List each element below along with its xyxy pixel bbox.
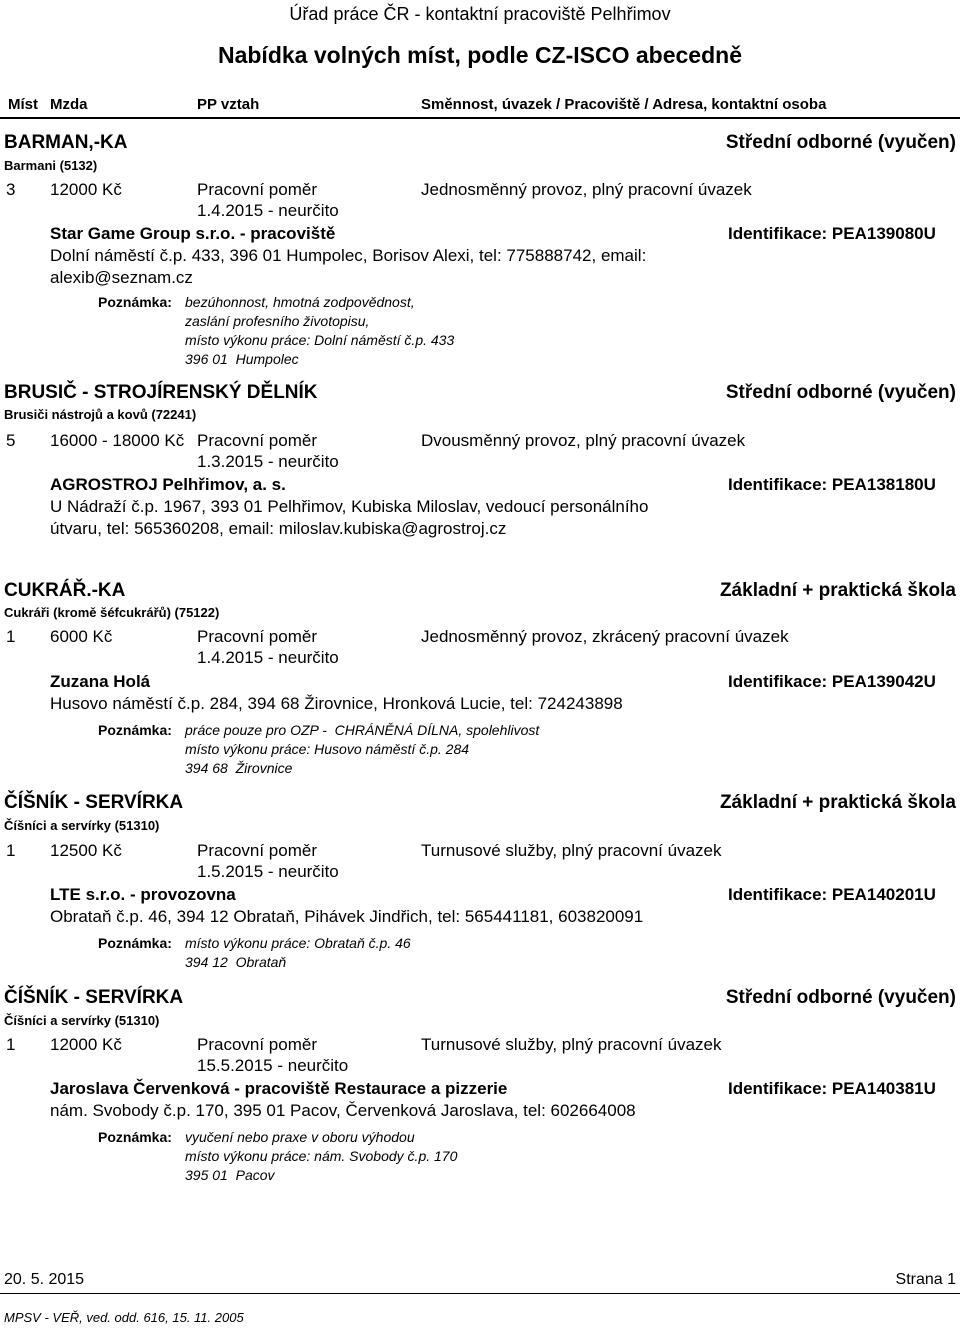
employment-period: 1.4.2015 - neurčito <box>197 648 339 667</box>
employment-period: 1.5.2015 - neurčito <box>197 862 339 881</box>
shift-type: Turnusové služby, plný pracovní úvazek <box>421 1035 722 1054</box>
isco-category: Brusiči nástrojů a kovů (72241) <box>4 407 197 422</box>
office-title: Úřad práce ČR - kontaktní pracoviště Pelhřimov <box>289 4 671 24</box>
wage: 12000 Kč <box>50 1035 122 1054</box>
job-identifier: Identifikace: PEA139042U <box>728 672 936 691</box>
shift-type: Dvousměnný provoz, plný pracovní úvazek <box>421 431 746 450</box>
employer-name: LTE s.r.o. - provozovna <box>50 885 236 904</box>
employment-type: Pracovní poměr <box>197 180 317 199</box>
positions-count: 1 <box>6 1035 16 1054</box>
note-label: Poznámka: <box>98 294 172 310</box>
note-text: místo výkonu práce: Obrataň č.p. 46 394 12 Obrataň <box>185 935 411 970</box>
footer-date: 20. 5. 2015 <box>4 1271 85 1288</box>
wage: 12500 Kč <box>50 841 122 860</box>
shift-type: Turnusové služby, plný pracovní úvazek <box>421 841 722 860</box>
education-level: Základní + praktická škola <box>719 792 956 813</box>
col-smennost: Směnnost, úvazek / Pracoviště / Adresa, kontaktní osoba <box>421 96 827 113</box>
footer-page-number: Strana 1 <box>895 1271 956 1288</box>
employment-period: 15.5.2015 - neurčito <box>197 1056 349 1075</box>
occupation-title: BRUSIČ - STROJÍRENSKÝ DĚLNÍK <box>4 382 318 403</box>
shift-type: Jednosměnný provoz, plný pracovní úvazek <box>421 180 752 199</box>
occupation-title: ČÍŠNÍK - SERVÍRKA <box>4 987 184 1008</box>
employer-address: Husovo náměstí č.p. 284, 394 68 Žirovnice, Hronková Lucie, tel: 724243898 <box>50 694 623 713</box>
col-pp-vztah: PP vztah <box>197 96 260 113</box>
col-mist: Míst <box>8 96 38 113</box>
employment-type: Pracovní poměr <box>197 841 317 860</box>
isco-category: Barmani (5132) <box>4 158 98 173</box>
shift-type: Jednosměnný provoz, zkrácený pracovní úvazek <box>421 627 789 646</box>
occupation-title: CUKRÁŘ.-KA <box>4 580 126 601</box>
employment-type: Pracovní poměr <box>197 627 317 646</box>
isco-category: Číšníci a servírky (51310) <box>4 1013 160 1028</box>
wage: 12000 Kč <box>50 180 122 199</box>
employer-name: Jaroslava Červenková - pracoviště Restaurace a pizzerie <box>50 1079 508 1098</box>
occupation-title: BARMAN,-KA <box>4 132 128 153</box>
job-identifier: Identifikace: PEA140201U <box>728 885 936 904</box>
job-identifier: Identifikace: PEA139080U <box>728 224 936 243</box>
employer-name: AGROSTROJ Pelhřimov, a. s. <box>50 475 286 494</box>
positions-count: 1 <box>6 841 16 860</box>
employer-address: Obrataň č.p. 46, 394 12 Obrataň, Pihávek Jindřich, tel: 565441181, 603820091 <box>50 907 644 926</box>
occupation-title: ČÍŠNÍK - SERVÍRKA <box>4 792 184 813</box>
education-level: Základní + praktická škola <box>719 580 956 601</box>
education-level: Střední odborné (vyučen) <box>725 132 956 153</box>
employment-period: 1.3.2015 - neurčito <box>197 452 339 471</box>
isco-category: Cukráři (kromě šéfcukrářů) (75122) <box>4 605 220 620</box>
education-level: Střední odborné (vyučen) <box>725 382 956 403</box>
employment-period: 1.4.2015 - neurčito <box>197 201 339 220</box>
footer-source: MPSV - VEŘ, ved. odd. 616, 15. 11. 2005 <box>4 1310 244 1325</box>
positions-count: 3 <box>6 180 16 199</box>
employer-name: Star Game Group s.r.o. - pracoviště <box>50 224 336 243</box>
positions-count: 5 <box>6 431 16 450</box>
note-label: Poznámka: <box>98 935 172 951</box>
employer-address: Dolní náměstí č.p. 433, 396 01 Humpolec, Borisov Alexi, tel: 775888742, email: alexib@seznam.cz <box>50 246 647 287</box>
isco-category: Číšníci a servírky (51310) <box>4 818 160 833</box>
note-text: bezúhonnost, hmotná zodpovědnost, zaslání profesního životopisu, místo výkonu práce: Dolní náměstí č.p. 433 396 01 Humpolec <box>185 294 455 367</box>
education-level: Střední odborné (vyučen) <box>725 987 956 1008</box>
positions-count: 1 <box>6 627 16 646</box>
note-text: práce pouze pro OZP - CHRÁNĚNÁ DÍLNA, spolehlivost místo výkonu práce: Husovo náměstí č.p. 284 394 68 Žirovnice <box>185 722 540 776</box>
header-rule <box>0 117 960 119</box>
job-identifier: Identifikace: PEA138180U <box>728 475 936 494</box>
wage: 6000 Kč <box>50 627 113 646</box>
employer-name: Zuzana Holá <box>50 672 151 691</box>
footer-rule <box>0 1293 960 1294</box>
employer-address: nám. Svobody č.p. 170, 395 01 Pacov, Červenková Jaroslava, tel: 602664008 <box>50 1101 636 1120</box>
employer-address: U Nádraží č.p. 1967, 393 01 Pelhřimov, Kubiska Miloslav, vedoucí personálního útvaru, tel: 565360208, email: miloslav.kubiska@agrostroj.cz <box>50 497 649 538</box>
employment-type: Pracovní poměr <box>197 1035 317 1054</box>
note-label: Poznámka: <box>98 722 172 738</box>
note-text: vyučení nebo praxe v oboru výhodou místo výkonu práce: nám. Svobody č.p. 170 395 01 Pacov <box>185 1129 458 1183</box>
job-identifier: Identifikace: PEA140381U <box>728 1079 936 1098</box>
note-label: Poznámka: <box>98 1129 172 1145</box>
wage: 16000 - 18000 Kč <box>50 431 185 450</box>
page-title: Nabídka volných míst, podle CZ-ISCO abecedně <box>217 42 742 68</box>
employment-type: Pracovní poměr <box>197 431 317 450</box>
col-mzda: Mzda <box>50 96 88 113</box>
